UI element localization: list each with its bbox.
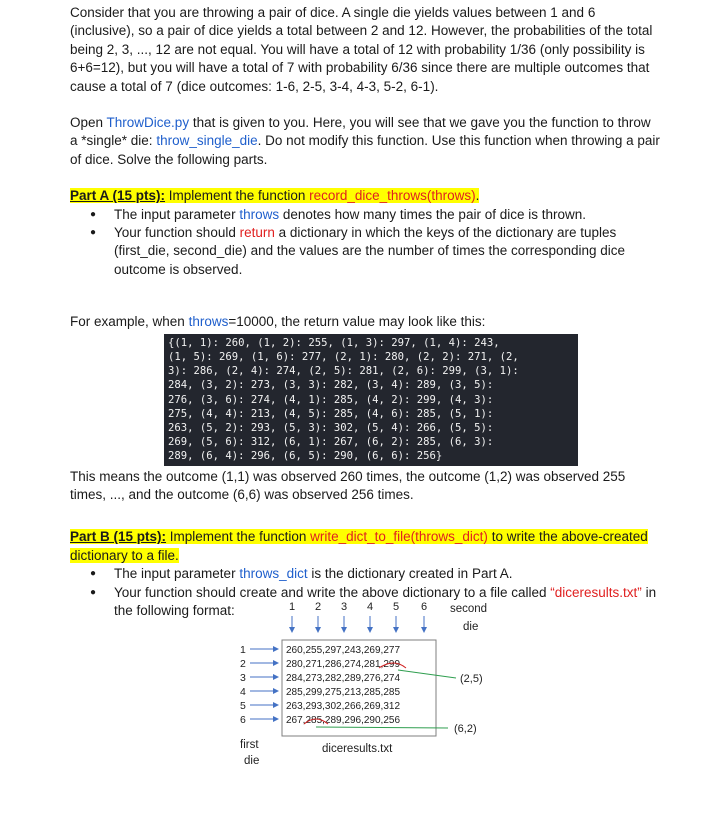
example-paragraph xyxy=(70,313,660,331)
first-die-label-2: die xyxy=(244,755,260,767)
keyword-return: return xyxy=(239,225,275,241)
part-b-text: Implement the function xyxy=(166,529,311,545)
first-die-label-1: first xyxy=(240,739,259,751)
row-label: 1 xyxy=(240,644,246,656)
file-line: 285,299,275,213,285,285 xyxy=(286,687,400,698)
part-a-bullets xyxy=(70,206,660,280)
col-label: 5 xyxy=(392,601,400,613)
col-label: 4 xyxy=(366,601,374,613)
row-label: 5 xyxy=(240,700,246,712)
bullet-text: denotes how many times the pair of dice is thrown. xyxy=(279,206,586,222)
bullet-text: in the following format: xyxy=(114,584,657,618)
part-b-heading xyxy=(70,528,660,565)
row-label: 2 xyxy=(240,658,246,670)
part-a-bullet-1 xyxy=(114,206,660,224)
bullet-text: is the dictionary created in Part A. xyxy=(307,566,513,582)
keyword-throws: throws xyxy=(239,206,280,222)
part-b-end: to write the above-created dictionary to a file. xyxy=(70,529,648,563)
document-page xyxy=(70,4,660,620)
function-write-dict-to-file: write_dict_to_file(throws_dict) xyxy=(310,529,488,545)
keyword-throws: throws xyxy=(188,314,229,330)
keyword-throws-dict: throws_dict xyxy=(239,566,308,582)
intro-paragraph: Consider that you are throwing a pair of dice. A single die yields values between 1 and 6 (inclusive), so a pair of dice yields a total between 2 and 12. However, the probabilities of the total being 2, 3, ..., 12 are not equal. You will have a total of 12 with probability 1/36 (only possibility is 6+6=12), but you will have a total of 7 with probability 6/36 since there are multiple outcomes that cause a total of 7 (dice outcomes: 1-6, 2-5, 3-4, 4-3, 5-2, 6-1). xyxy=(70,5,653,94)
open-text-mid: that is given to you. Here, you will see that we gave you the function to throw a *single* die: xyxy=(70,115,651,149)
file-line: 263,293,302,266,269,312 xyxy=(286,701,400,712)
file-line: 280,271,286,274,281,299 xyxy=(286,659,400,670)
bullet-text: The input parameter xyxy=(114,566,240,582)
file-format-diagram xyxy=(216,596,516,776)
part-b-bullet-1 xyxy=(114,565,660,583)
row-arrows xyxy=(250,649,278,719)
row-label: 3 xyxy=(240,672,246,684)
second-die-label-2: die xyxy=(463,621,479,633)
explanation-paragraph: This means the outcome (1,1) was observed 260 times, the outcome (1,2) was observed 255 times, ..., and the outcome (6,6) was observed 256 times. xyxy=(70,468,626,502)
bullet-text: Your function should xyxy=(114,225,240,241)
file-line: 284,273,282,289,276,274 xyxy=(286,673,400,684)
part-a-text: Implement the function xyxy=(165,188,310,204)
col-label: 1 xyxy=(288,601,296,613)
row-label: 6 xyxy=(240,714,246,726)
code-block: {(1, 1): 260, (1, 2): 255, (1, 3): 297, (1, 4): 243, (1, 5): 269, (1, 6): 277, (2, 1): 280, (2, 2): 271, (2, 3): 286, (2, 4): 274, (2, 5): 281, (2, 6): 299, (3, 1): 284, (3, 2): 273, (3, 3): 282, (3, 4): 289, (3, 5): 276, (3, 6): 274, (4, 1): 285, (4, 2): 299, (4, 3): 275, (4, 4): 213, (4, 5): 285, (4, 6): 285, (5, 1): 263, (5, 2): 293, (5, 3): 302, (5, 4): 266, (5, 5): 269, (5, 6): 312, (6, 1): 267, (6, 2): 285, (6, 3): 289, (6, 4): 296, (6, 5): 290, (6, 6): 256} xyxy=(164,334,578,466)
col-label: 3 xyxy=(340,601,348,613)
row-label: 4 xyxy=(240,686,246,698)
function-throw-single-die: throw_single_die xyxy=(156,133,258,149)
function-record-dice-throws: record_dice_throws(throws) xyxy=(309,188,476,204)
part-a-bullet-2 xyxy=(114,224,660,279)
col-label: 6 xyxy=(420,601,428,613)
callout-6-2: (6,2) xyxy=(454,723,477,735)
part-a-end: . xyxy=(475,188,480,204)
callout-2-5: (2,5) xyxy=(460,673,483,685)
bullet-text: a dictionary in which the keys of the dictionary are tuples (first_die, second_die) and the values are the number of times the corresponding dice outcome is observed. xyxy=(114,225,626,277)
example-text-pre: For example, when xyxy=(70,314,189,330)
part-a-label: Part A (15 pts): xyxy=(70,188,166,204)
open-text-post: . Do not modify this function. Use this function when throwing a pair of dice. Solve the following parts. xyxy=(70,133,660,167)
col-label: 2 xyxy=(314,601,322,613)
example-text-post: =10000, the return value may look like this: xyxy=(228,314,486,330)
open-paragraph xyxy=(70,114,660,169)
open-text-pre: Open xyxy=(70,115,107,131)
part-b-label: Part B (15 pts): xyxy=(70,529,167,545)
column-arrows xyxy=(292,616,424,632)
file-name-throwdice: ThrowDice.py xyxy=(106,115,190,131)
second-die-label-1: second xyxy=(450,603,488,615)
file-line: 267,285,289,296,290,256 xyxy=(286,715,400,726)
file-name-label: diceresults.txt xyxy=(322,743,393,755)
part-a-heading xyxy=(70,187,660,205)
bullet-text: Your function should create and write the above dictionary to a file called xyxy=(114,584,551,600)
bullet-text: The input parameter xyxy=(114,206,240,222)
file-line: 260,255,297,243,269,277 xyxy=(286,645,400,656)
file-name-diceresults: “diceresults.txt” xyxy=(550,584,642,600)
